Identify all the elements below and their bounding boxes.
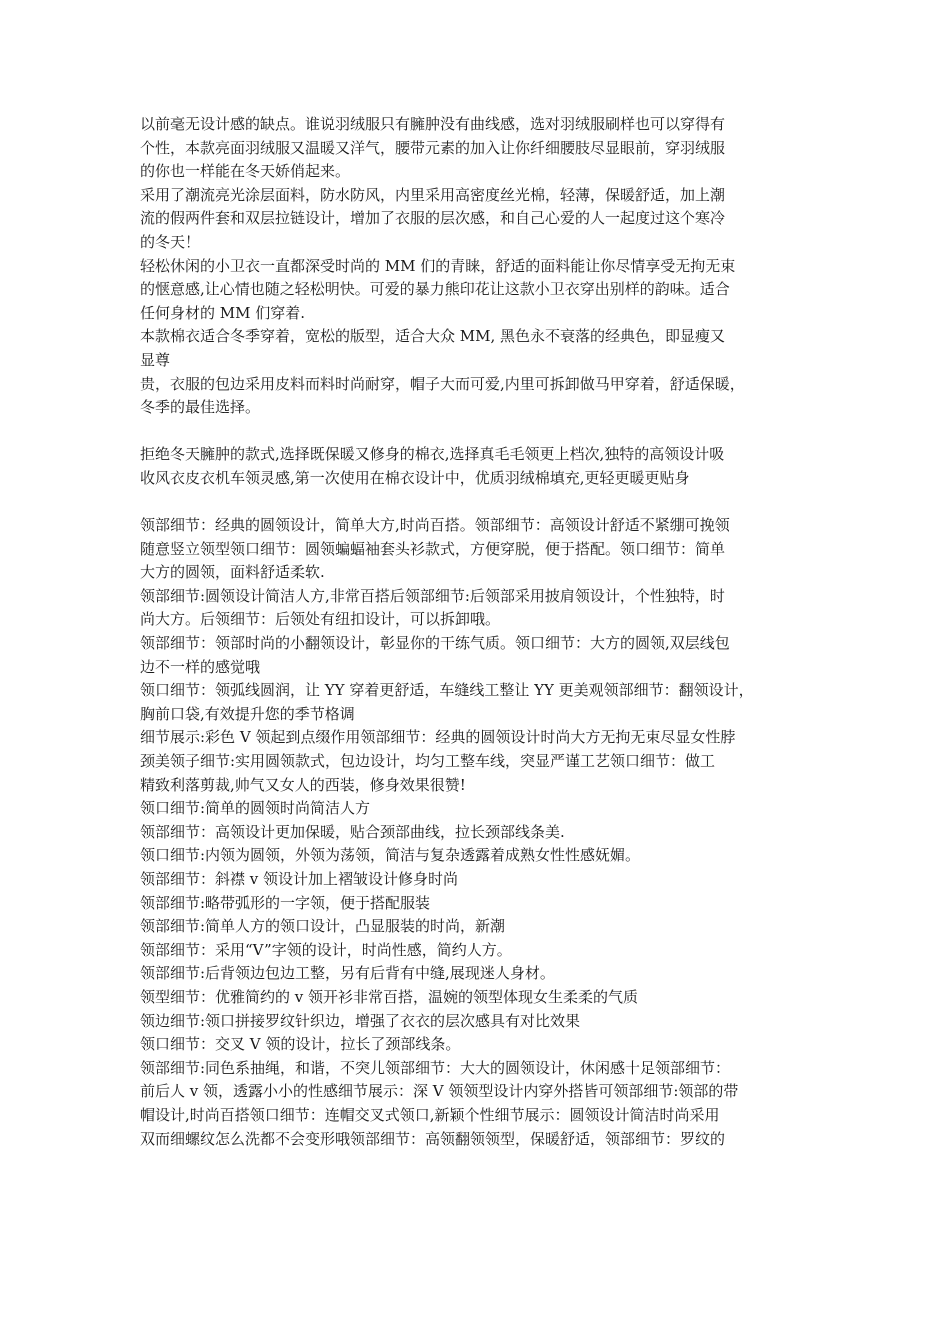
text-line: 的你也一样能在冬天娇俏起来。: [140, 162, 351, 181]
text-line: 任何身材的 MM 们穿着.: [140, 303, 306, 322]
text-line: 贵，衣服的包边采用皮料而料时尚耐穿，帽子大而可爱,内里可拆卸做马甲穿着，舒适保暖，: [140, 374, 745, 393]
text-line: 流的假两件套和双层拉链设计，增加了衣服的层次感，和自己心爱的人一起度过这个寒冷: [140, 209, 726, 228]
text-line: 前后人 v 领，透露小小的性感细节展示：深 V 领领型设计内穿外搭皆可领部细节:领部的带: [140, 1082, 739, 1101]
text-line: 大方的圆领，面料舒适柔软.: [140, 563, 325, 582]
text-line: 个性，本款亮面羽绒服又温暖又洋气，腰带元素的加入让你纤细腰肢尽显眼前，穿羽绒服: [140, 138, 726, 157]
text-line: 细节展示:彩色 V 领起到点缀作用领部细节：经典的圆领设计时尚大方无拘无束尽显女性脖: [140, 728, 736, 747]
text-line: 领型细节：优雅简约的 v 领开衫非常百搭，温婉的领型体现女生柔柔的气质: [140, 987, 639, 1006]
text-line: 领部细节：经典的圆领设计，简单大方,时尚百搭。领部细节：高领设计舒适不紧绷可挽领: [140, 516, 730, 535]
text-line: 领口细节:简单的圆领时尚简洁人方: [140, 799, 371, 818]
text-line: 颈美领子细节:实用圆领款式，包边设计，均匀工整车线，突显严谨工艺领口细节：做工: [140, 752, 716, 771]
text-line: 随意竖立领型领口细节：圆领蝙蝠袖套头衫款式，方便穿脱，便于搭配。领口细节：简单: [140, 539, 726, 558]
text-line: 领口细节：领弧线圆润，让 YY 穿着更舒适，车缝线工整让 YY 更美观领部细节：翻领设计，: [140, 681, 754, 700]
text-line: 领部细节：领部时尚的小翻领设计，彰显你的干练气质。领口细节：大方的圆领,双层线包: [140, 634, 730, 653]
text-line: 的冬天！: [140, 232, 201, 251]
text-line: 精致利落剪裁,帅气又女人的西装，修身效果很赞!: [140, 775, 466, 794]
blank-line: [140, 491, 820, 515]
blank-line: [140, 420, 820, 444]
text-line: 领部细节:略带弧形的一字领，便于搭配服装: [140, 893, 431, 912]
text-line: 显尊: [140, 350, 171, 369]
text-line: 双而细螺纹怎么洗都不会变形哦领部细节：高领翻领领型，保暖舒适，领部细节：罗纹的: [140, 1129, 726, 1148]
text-line: 以前毫无设计感的缺点。谁说羽绒服只有臃肿没有曲线感，选对羽绒服刷样也可以穿得有: [140, 115, 726, 133]
text-line: 本款棉衣适合冬季穿着，宽松的版型，适合大众 MM, 黑色永不衰落的经典色，即显瘦又: [140, 327, 726, 346]
text-line: 领部细节：高领设计更加保暖，贴合颈部曲线，拉长颈部线条美.: [140, 822, 565, 841]
text-line: 胸前口袋,有效提升您的季节格调: [140, 704, 355, 723]
text-line: 收风衣皮衣机车领灵感,第一次使用在棉衣设计中，优质羽绒棉填充,更轻更暖更贴身: [140, 468, 690, 487]
text-line: 冬季的最佳选择。: [140, 398, 261, 417]
text-line: 尚大方。后领细节：后领处有纽扣设计，可以拆卸哦。: [140, 610, 501, 629]
text-line: 拒绝冬天臃肿的款式,选择既保暖又修身的棉衣,选择真毛毛领更上档次,独特的高领设计吸: [140, 445, 725, 464]
text-line: 采用了潮流亮光涂层面料，防水防风，内里采用高密度丝光棉，轻薄，保暖舒适，加上潮: [140, 185, 726, 204]
text-line: 领部细节：采用“V”字领的设计，时尚性感，简约人方。: [140, 940, 512, 959]
text-line: 领部细节:后背领边包边工整，另有后背有中缝,展现迷人身材。: [140, 964, 555, 983]
text-line: 领边细节:领口拼接罗纹针织边，增强了衣衣的层次感具有对比效果: [140, 1011, 581, 1030]
text-line: 帽设计,时尚百搭领口细节：连帽交叉式领口,新颖个性细节展示：圆领设计简洁时尚采用: [140, 1105, 720, 1124]
text-line: 领口细节:内领为圆领，外领为荡领，简洁与复杂透露着成熟女性性感妩媚。: [140, 846, 641, 865]
text-line: 领部细节:简单人方的领口设计，凸显服装的时尚，新潮: [140, 917, 506, 936]
text-line: 的惬意感,让心情也随之轻松明快。可爱的暴力熊印花让这款小卫衣穿出别样的韵味。适合: [140, 280, 730, 299]
text-line: 领部细节:同色系抽绳，和谐，不突儿领部细节：大大的圆领设计，休闲感十足领部细节：: [140, 1058, 731, 1077]
document-body: [140, 113, 820, 1151]
text-line: 轻松休闲的小卫衣一直都深受时尚的 MM 们的青睐，舒适的面料能让你尽情享受无拘无束: [140, 256, 736, 275]
text-line: 边不一样的感觉哦: [140, 657, 261, 676]
text-line: 领部细节:圆领设计简洁人方,非常百搭后领部细节:后领部采用披肩领设计，个性独特，时: [140, 586, 725, 605]
text-line: 领口细节：交叉 V 领的设计，拉长了颈部线条。: [140, 1035, 461, 1054]
text-line: 领部细节：斜襟 v 领设计加上褶皱设计修身时尚: [140, 870, 459, 888]
